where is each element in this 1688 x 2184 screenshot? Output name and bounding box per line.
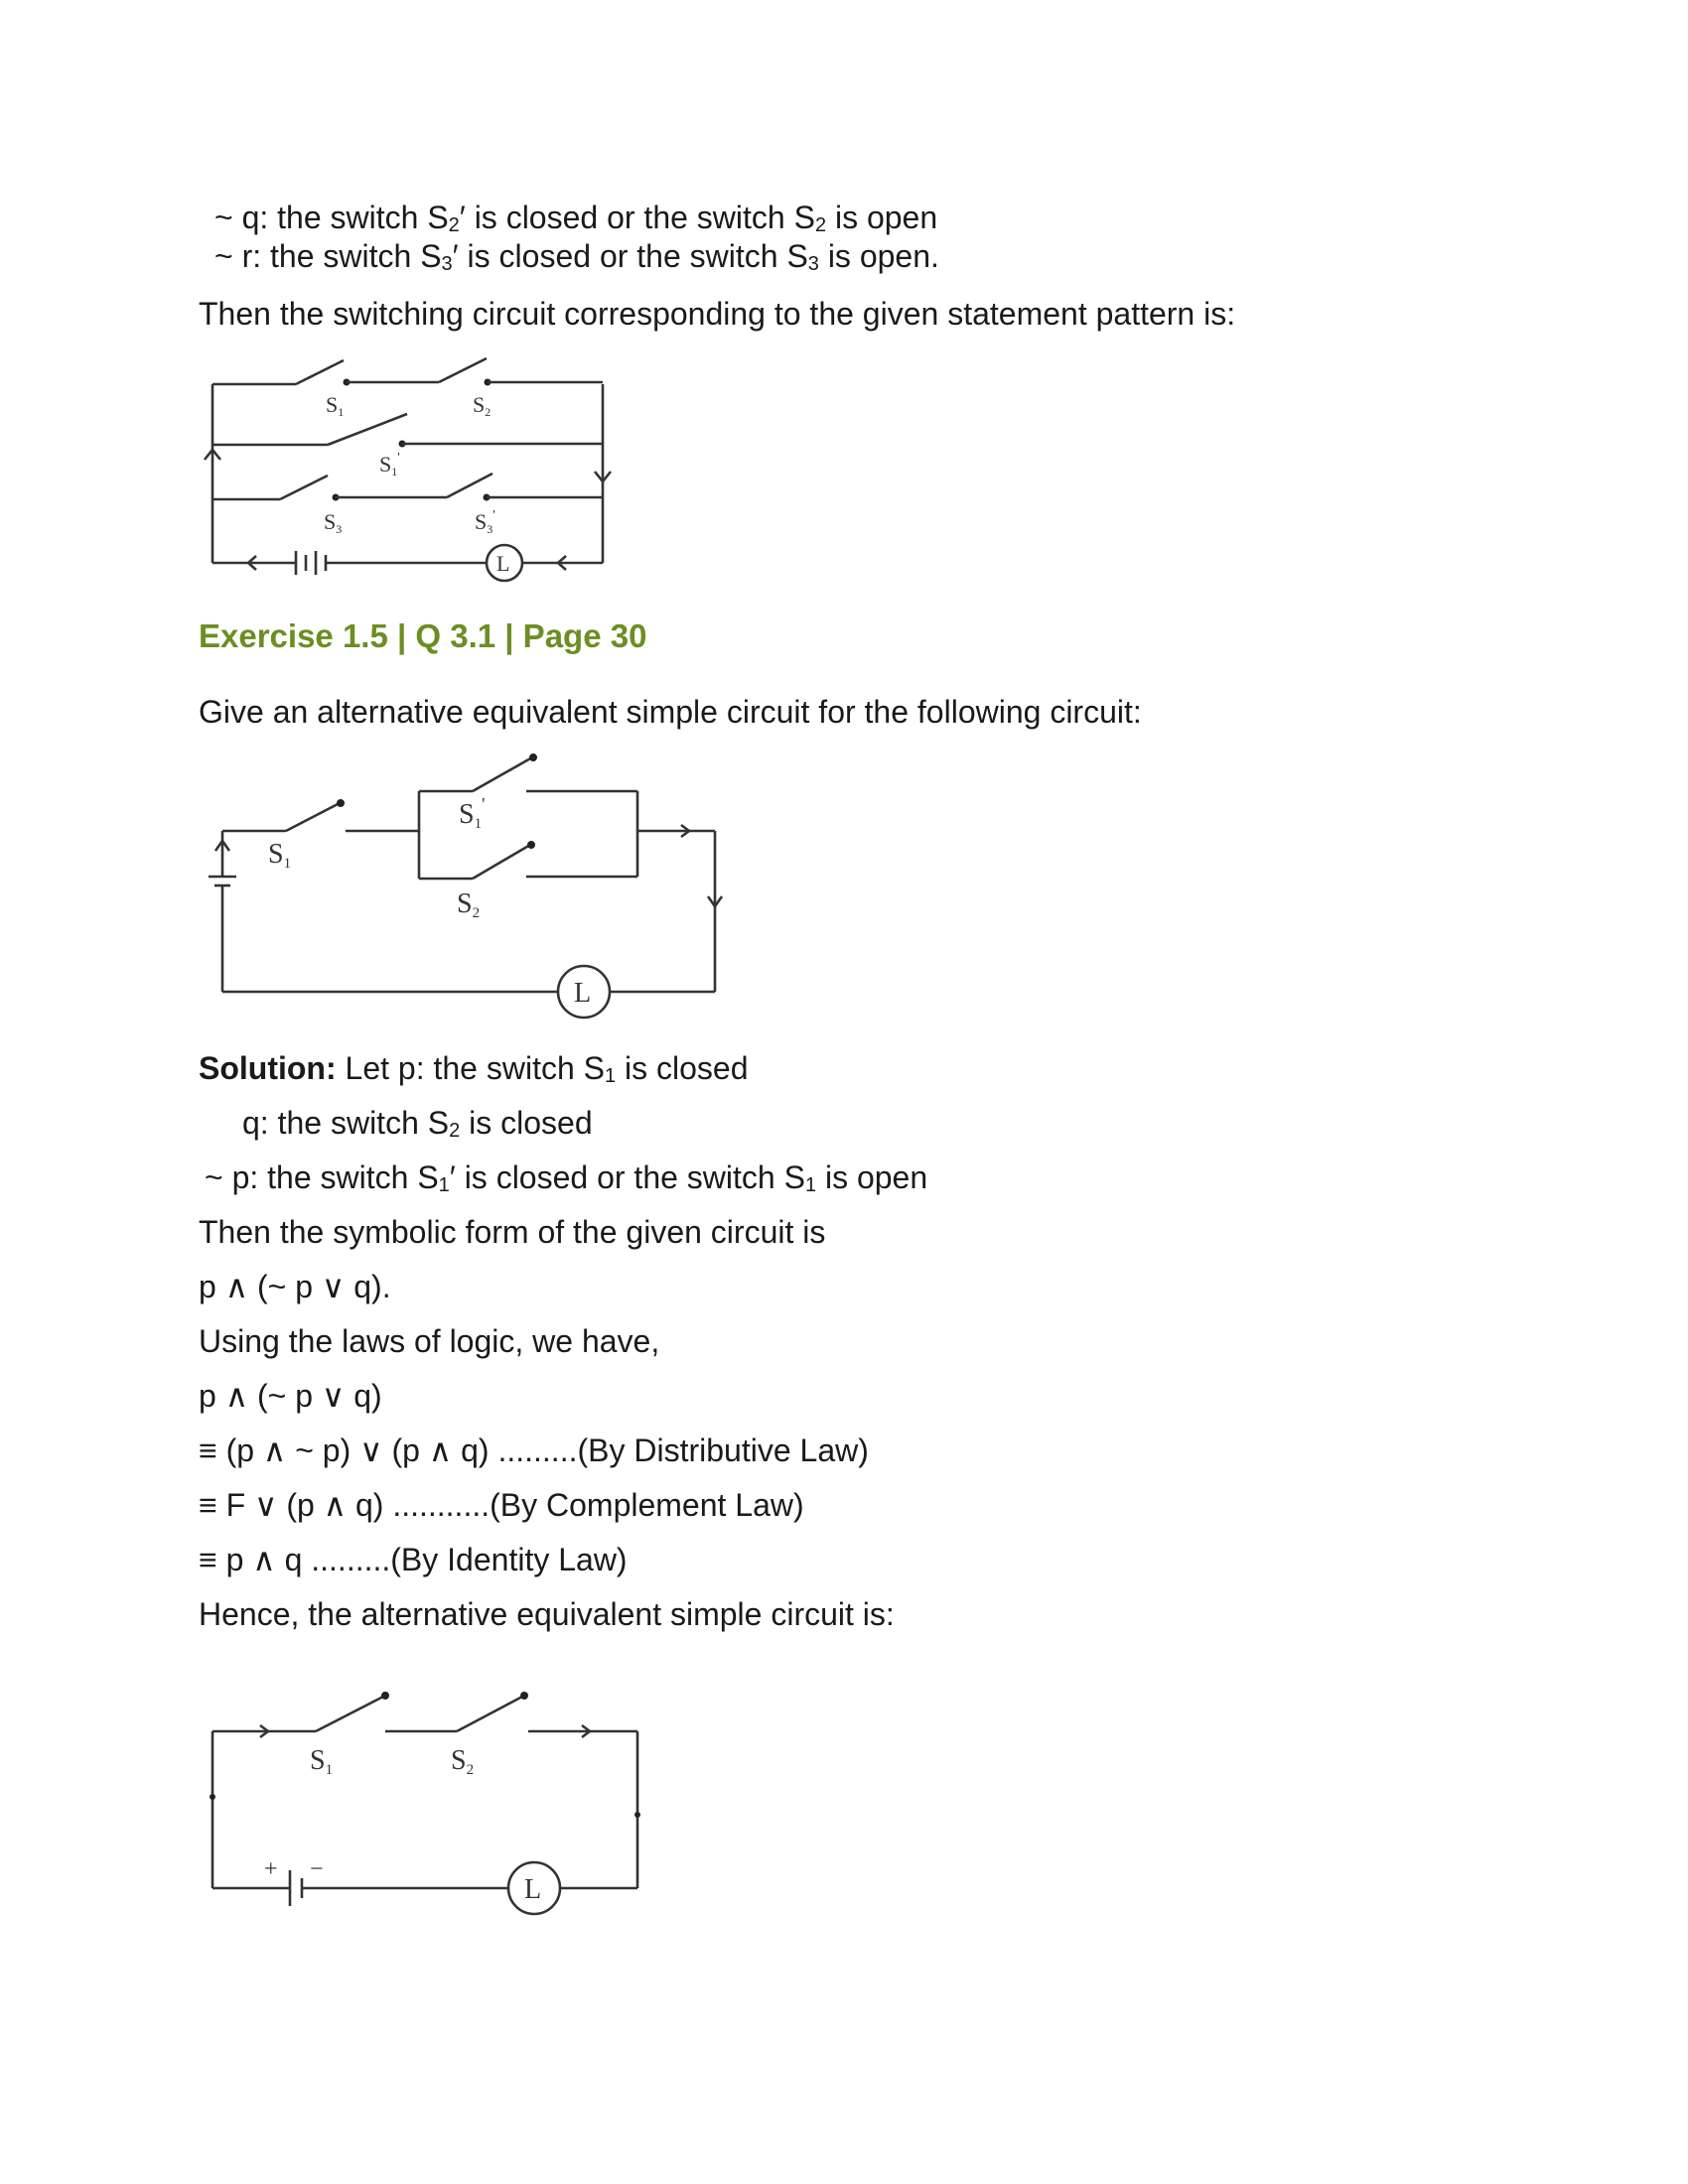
solution-label: Solution: — [199, 1050, 337, 1086]
solution-q-line: q: the switch $S_2$ is closed — [242, 1105, 593, 1142]
laws-intro: Using the laws of logic, we have, — [199, 1323, 660, 1359]
solution-p-line: Solution: Let p: the switch $S_1$ is closed — [199, 1050, 749, 1087]
lamp-label-3: L — [524, 1874, 542, 1905]
lamp-label-1: L — [496, 551, 510, 576]
battery-plus: + — [264, 1856, 278, 1882]
switch-label-s2: S2 — [451, 1745, 475, 1778]
switch-label-s2-top: S2 — [473, 392, 492, 419]
switch-label-s1: S1 — [310, 1745, 334, 1778]
switching-circuit-intro: Then the switching circuit corresponding to the given statement pattern is: — [199, 296, 1236, 332]
symbolic-intro: Then the symbolic form of the given circuit is — [199, 1214, 826, 1250]
not-r-line: ~ r: the switch $S_3'$ is closed or the switch $S_3$ is open. — [214, 238, 939, 275]
switch-label-s1-prime: S1' — [459, 794, 486, 832]
switch-label-s2: S2 — [457, 888, 481, 921]
circuit-diagram-2 — [199, 740, 735, 1037]
question-text: Give an alternative equivalent simple circuit for the following circuit: — [199, 694, 1142, 730]
switch-label-s1: S1 — [268, 839, 292, 872]
switch-label-s3-prime: S3' — [475, 508, 495, 536]
solution-not-p-line: ~ p: the switch $S_1'$ is closed or the switch $S_1$ is open — [205, 1160, 928, 1196]
symbolic-form: p ∧ (~ p ∨ q). — [199, 1269, 391, 1304]
logic-step: p ∧ (~ p ∨ q) — [199, 1378, 382, 1414]
logic-step: ≡ F ∨ (p ∧ q) ...........(By Complement Law) — [199, 1487, 804, 1523]
logic-step: ≡ p ∧ q .........(By Identity Law) — [199, 1542, 628, 1577]
circuit-diagram-1 — [199, 352, 626, 591]
switch-label-s3: S3 — [324, 509, 343, 536]
battery-minus: − — [310, 1856, 324, 1882]
circuit-diagram-3 — [199, 1668, 655, 1926]
switch-label-s1-top: S1 — [326, 392, 345, 419]
exercise-heading: Exercise 1.5 | Q 3.1 | Page 30 — [199, 617, 647, 654]
switch-label-s1-prime: S1' — [379, 451, 400, 478]
not-q-line: ~ q: the switch $S_2'$ is closed or the switch $S_2$ is open — [214, 200, 938, 236]
conclusion: Hence, the alternative equivalent simple circuit is: — [199, 1596, 895, 1632]
logic-step: ≡ (p ∧ ~ p) ∨ (p ∧ q) .........(By Distributive Law) — [199, 1433, 869, 1468]
lamp-label-2: L — [574, 978, 592, 1009]
